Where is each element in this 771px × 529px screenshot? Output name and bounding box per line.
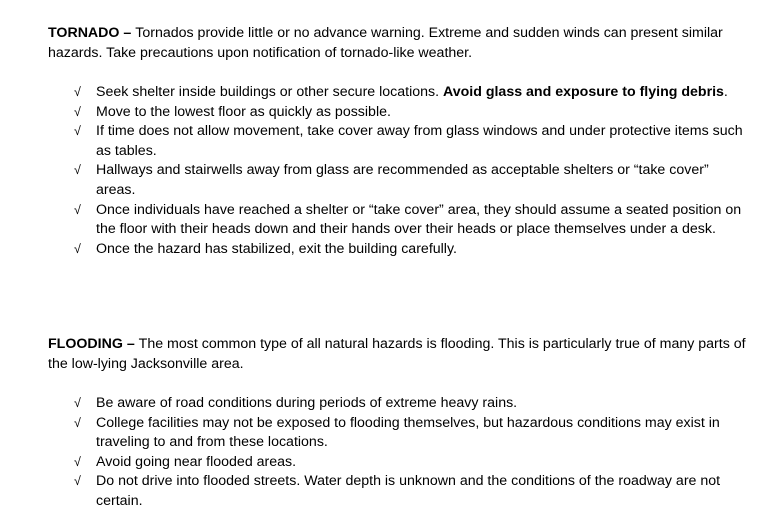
tornado-intro [48,24,748,63]
check-icon: √ [74,163,81,178]
bullet-text: Once the hazard has stabilized, exit the building carefully. [96,240,457,257]
tornado-bullet-list [74,83,749,259]
tornado-intro-text: Tornados provide little or no advance warning. Extreme and sudden winds can present similar hazards. Take precautions upon notification of tornado-like weather. [48,25,723,61]
bullet-text: Be aware of road conditions during periods of extreme heavy rains. [96,395,518,411]
check-icon: √ [74,454,81,469]
tornado-heading: TORNADO [48,25,120,41]
list-item [74,103,749,123]
list-item [74,122,749,161]
bullet-text: Do not drive into flooded streets. Water depth is unknown and the conditions of the roadway are not certain. [96,473,721,509]
check-icon: √ [74,241,81,256]
flooding-intro [48,335,748,374]
flooding-dash: – [122,336,139,352]
list-item [74,414,749,453]
check-icon: √ [74,104,81,119]
bullet-text: If time does not allow movement, take cover away from glass windows and under protective items such as tables. [96,123,743,159]
check-icon: √ [74,474,81,489]
bullet-text: Hallways and stairwells away from glass are recommended as acceptable shelters or “take cover” areas. [96,162,709,198]
bullet-text: Seek shelter inside buildings or other secure locations. [96,84,443,100]
flooding-section [48,335,748,509]
flooding-bullet-list [74,394,749,512]
check-icon: √ [74,415,81,430]
bullet-text: Once individuals have reached a shelter or “take cover” area, they should assume a seated position on the floor with their heads down and their hands over their heads or place themselves under a desk. [96,201,742,238]
bullet-text: Avoid going near flooded areas. [96,453,297,470]
list-item [74,201,749,240]
flooding-heading: FLOODING [48,336,123,352]
check-icon: √ [74,396,81,410]
check-icon: √ [74,124,81,139]
list-item [74,83,749,103]
list-item [74,394,749,414]
flooding-intro-text: The most common type of all natural hazards is flooding. This is particularly true of many parts of the low-lying Jacksonville area. [48,336,746,372]
check-icon: √ [74,202,81,217]
tornado-dash: – [119,25,136,41]
list-item [74,240,749,260]
list-item [74,472,749,511]
check-icon: √ [74,85,81,99]
bullet-text: Move to the lowest floor as quickly as possible. [96,103,391,120]
bullet-tail: . [723,84,728,100]
bullet-text: College facilities may not be exposed to flooding themselves, but hazardous conditions may exist in traveling to and from these locations. [96,414,720,451]
bullet-bold-text: Avoid glass and exposure to flying debris [443,84,724,100]
list-item [74,453,749,473]
list-item [74,161,749,200]
tornado-section [48,24,748,257]
